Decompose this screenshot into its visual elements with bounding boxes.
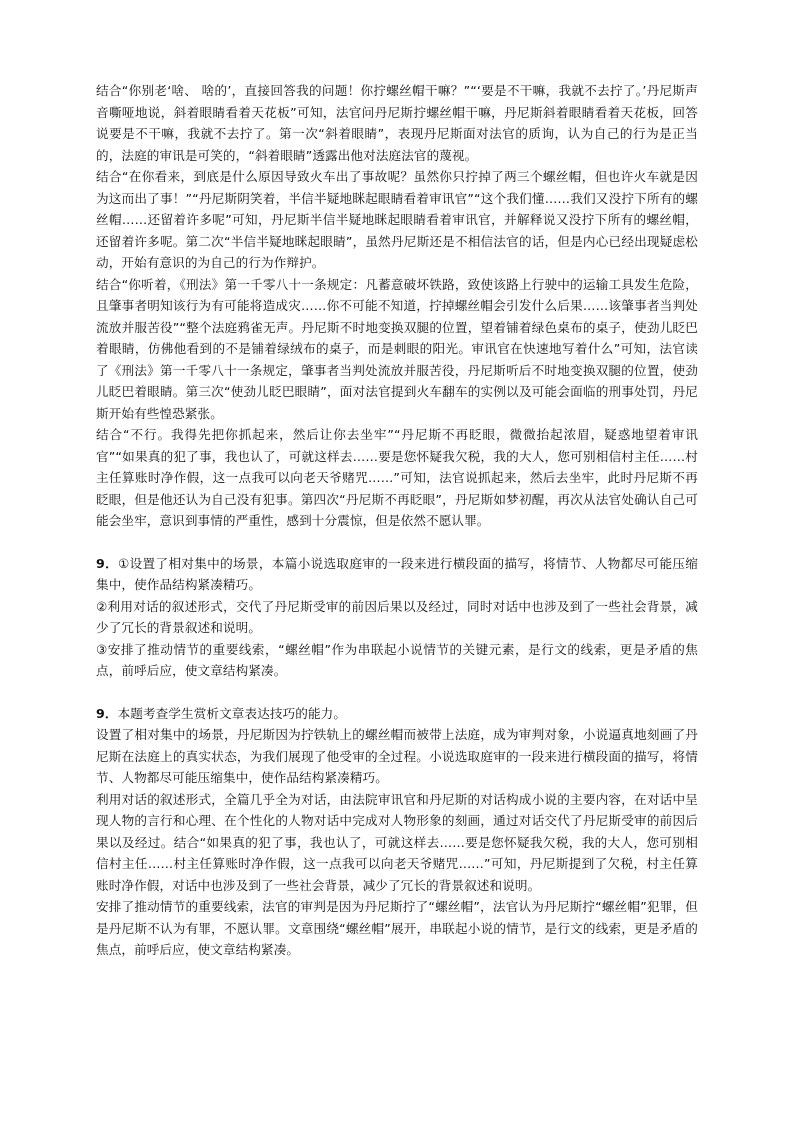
question-number: 9． [96, 705, 118, 721]
answer-paragraph [96, 553, 698, 596]
explanation-paragraph: 设置了相对集中的场景，丹尼斯因为拧铁轨上的螺丝帽而被带上法庭，成为审判对象，小说逼真地刻画了丹尼斯在法庭上的真实状态，为我们展现了他受审的全过程。小说选取庭审的一段来进行横段面的描写，将情节、人物都尽可能压缩集中，使作品结构紧凑精巧。 [96, 727, 698, 785]
analysis-paragraph: 结合“你听着，《刑法》第一千零八十一条规定：凡蓄意破坏铁路，致使该路上行驶中的运输工具发生危险，且肇事者明知该行为有可能将造成灾……你不可能不知道，拧掉螺丝帽会引发什么后果……该肇事者当判处流放并服苦役”“整个法庭鸦雀无声。丹尼斯不时地变换双腿的位置，望着铺着绿色桌布的桌子，使劲儿眨巴着眼睛，仿佛他看到的不是铺着绿绒布的桌子，而是刺眼的阳光。审讯官在快速地写着什么”可知，法官读了《刑法》第一千零八十一条规定，肇事者当判处流放并服苦役，丹尼斯听后不时地变换双腿的位置，使劲儿眨巴着眼睛。第三次“使劲儿眨巴眼睛”，面对法官提到火车翻车的实例以及可能会面临的刑事处罚，丹尼斯开始有些惶恐紧张。 [96, 276, 698, 421]
answer-paragraph: ②利用对话的叙述形式，交代了丹尼斯受审的前因后果以及经过，同时对话中也涉及到了一些社会背景，减少了冗长的背景叙述和说明。 [96, 598, 698, 635]
spacer [96, 532, 698, 553]
analysis-paragraph: 结合“在你看来，到底是什么原因导致火车出了事故呢？虽然你只拧掉了两三个螺丝帽，但也许火车就是因为这而出了事！”“丹尼斯阴笑着，半信半疑地眯起眼睛看着审讯官”“这个我们懂……我们又没拧下所有的螺丝帽……还留着许多呢”可知，丹尼斯半信半疑地眯起眼睛看着审讯官，并解释说又没拧下所有的螺丝帽，还留着许多呢。第二次“半信半疑地眯起眼睛”，虽然丹尼斯还是不相信法官的话，但是内心已经出现疑虑松动，开始有意识的为自己的行为作辩护。 [96, 169, 698, 270]
analysis-paragraph: 结合“不行。我得先把你抓起来，然后让你去坐牢”“丹尼斯不再眨眼，微微抬起浓眉，疑惑地望着审讯官”“如果真的犯了事，我也认了，可就这样去……要是您怀疑我欠税，我的大人，您可别相信村主任……村主任算账时净作假，这一点我可以向老天爷赌咒……”可知，法官说抓起来，然后去坐牢，此时丹尼斯不再眨眼，但是他还认为自己没有犯事。第四次“丹尼斯不再眨眼”，丹尼斯如梦初醒，再次从法官处确认自己可能会坐牢，意识到事情的严重性，感到十分震惊，但是依然不愿认罪。 [96, 427, 698, 528]
spacer [96, 682, 698, 703]
explanation-paragraph: 利用对话的叙述形式，全篇几乎全为对话，由法院审讯官和丹尼斯的对话构成小说的主要内容，在对话中呈现人物的言行和心理、在个性化的人物对话中完成对人物形象的刻画，通过对话交代了丹尼斯受审的前因后果以及经过。结合“如果真的犯了事，我也认了，可就这样去……要是您怀疑我欠税，我的大人，您可别相信村主任……村主任算账时净作假，这一点我可以向老天爷赌咒……”可知，丹尼斯提到了欠税，村主任算账时净作假，对话中也涉及到了一些社会背景，减少了冗长的背景叙述和说明。 [96, 791, 698, 893]
answer-text: ①设置了相对集中的场景，本篇小说选取庭审的一段来进行横段面的描写，将情节、人物都尽可能压缩集中，使作品结构紧凑精巧。 [96, 555, 698, 592]
explanation-intro: 本题考查学生赏析文章表达技巧的能力。 [117, 705, 347, 721]
question-number: 9． [96, 555, 119, 571]
explanation-section [96, 703, 698, 961]
explanation-paragraph [96, 703, 698, 725]
analysis-section [96, 80, 698, 532]
explanation-paragraph: 安排了推动情节的重要线索，法官的审判是因为丹尼斯拧了“螺丝帽”，法官认为丹尼斯拧“螺丝帽”犯罪，但是丹尼斯不认为有罪，不愿认罪。文章围绕“螺丝帽”展开，串联起小说的情节，是行文的线索，更是矛盾的焦点，前呼后应，使文章结构紧凑。 [96, 899, 698, 957]
answer-paragraph: ③安排了推动情节的重要线索，“螺丝帽”作为串联起小说情节的关键元素，是行文的线索，更是矛盾的焦点，前呼后应，使文章结构紧凑。 [96, 641, 698, 678]
answer-section [96, 553, 698, 682]
analysis-paragraph: 结合“你别老‘啥、 啥的’，直接回答我的问题！你拧螺丝帽干嘛？”“‘要是不干嘛，我就不去拧了。’丹尼斯声音嘶哑地说，斜着眼睛看着天花板”可知，法官问丹尼斯拧螺丝帽干嘛，丹尼斯斜着眼睛看着天花板，回答说要是不干嘛，我就不去拧了。第一次“斜着眼睛”，表现丹尼斯面对法官的质询，认为自己的行为是正当的，法庭的审讯是可笑的，“斜着眼睛”透露出他对法庭法官的蔑视。 [96, 83, 698, 163]
